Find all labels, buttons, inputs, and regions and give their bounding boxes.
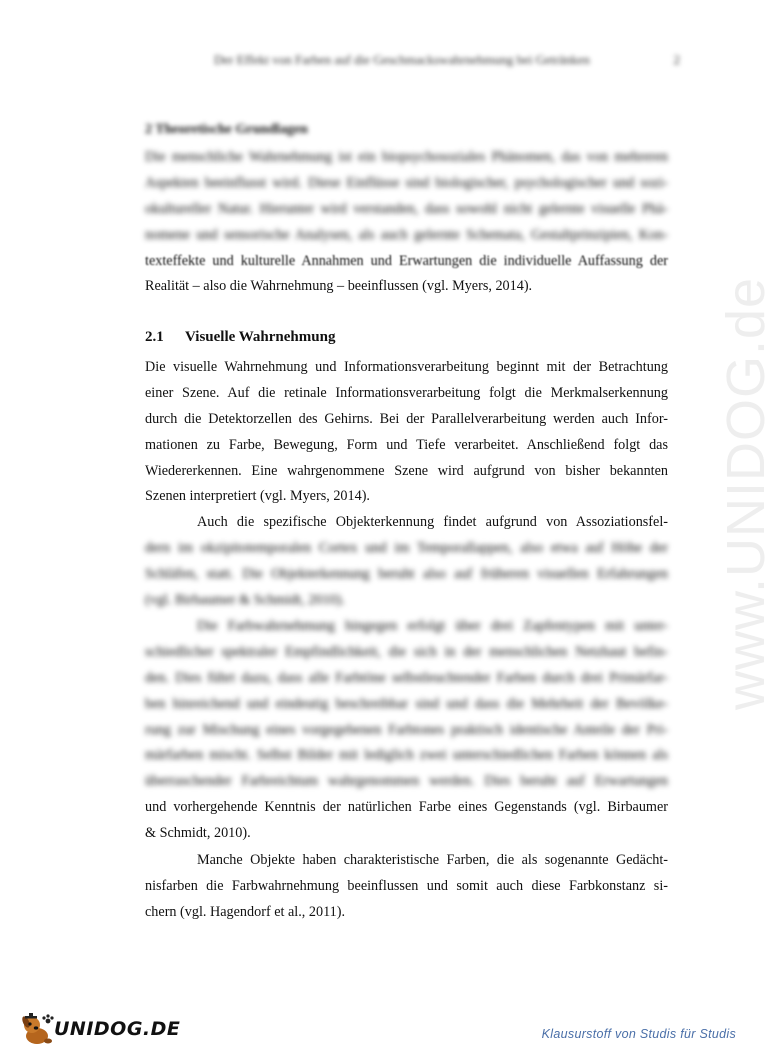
page-number: 2 <box>673 52 680 67</box>
paragraph-3 <box>145 614 668 847</box>
paragraph-4 <box>145 848 668 926</box>
intro-paragraph <box>145 145 668 300</box>
text-line: chern (vgl. Hagendorf et al., 2011). <box>145 903 345 920</box>
text-line: Manche Objekte haben charakteristische Farben, die als sogenannte Gedächt- <box>197 852 668 868</box>
text-line: ben hinreichend und eindeutig beschreibbar sind und dass die Mehrheit der Bevölke- <box>145 695 668 712</box>
text-line: nomene und sensorische Analysen, als auch gelernte Schemata, Gestaltprinzipien, Kon- <box>145 226 668 243</box>
text-line: Schläfen, statt. Die Objekterkennung beruht also auf früheren visuellen Erfahrungen <box>145 565 668 582</box>
text-line: schiedlicher spektraler Empfindlichkeit, die sich in der menschlichen Netzhaut befin- <box>145 643 668 660</box>
text-line: Die Farbwahrnehmung hingegen erfolgt über drei Zapfentypen mit unter- <box>197 618 668 634</box>
paragraph-1 <box>145 355 668 510</box>
text-line: durch die Detektorzellen des Gehirns. Bei der Parallelverarbeitung werden auch Infor- <box>145 410 668 427</box>
running-header <box>214 52 680 68</box>
paragraph-2 <box>145 510 668 614</box>
text-line: Realität – also die Wahrnehmung – beeinflussen (vgl. Myers, 2014). <box>145 278 533 295</box>
subsection-number: 2.1 <box>145 329 164 345</box>
footer-slogan: Klausurstoff von Studis für Studis <box>541 1027 736 1041</box>
text-line: einer Szene. Auf die retinale Informationsverarbeitung folgt die Merkmalserkennung <box>145 384 668 401</box>
text-line: & Schmidt, 2010). <box>145 825 251 842</box>
text-line: Auch die spezifische Objekterkennung findet aufgrund von Assoziationsfel- <box>197 514 668 530</box>
dog-mascot-icon <box>18 1012 56 1046</box>
text-line: texteffekte und kulturelle Annahmen und Erwartungen die individuelle Auffassung der <box>145 252 668 269</box>
text-line: Szenen interpretiert (vgl. Myers, 2014). <box>145 488 370 505</box>
text-line: Die visuelle Wahrnehmung und Informationsverarbeitung beginnt mit der Betrachtung <box>145 359 668 375</box>
unidog-logo[interactable] <box>18 1012 180 1046</box>
section-heading: 2 Theoretische Grundlagen <box>145 122 308 137</box>
text-line: dern im okzipitotemporalen Cortex und im Temporallappen, also etwa auf Höhe der <box>145 539 668 556</box>
text-line: märfarben mischt. Selbst Bilder mit lediglich zwei unterschiedlichen Farben können als <box>145 747 668 764</box>
text-line: (vgl. Birbaumer & Schmidt, 2010). <box>145 591 345 608</box>
subsection-title: Visuelle Wahrnehmung <box>185 329 336 345</box>
text-line: rung zur Mischung eines vorgegebenen Farbtones praktisch identische Anteile der Pri- <box>145 721 668 738</box>
blurred-text-region <box>145 145 668 249</box>
running-title: Der Effekt von Farben auf die Geschmackswahrnehmung bei Getränken <box>214 52 590 67</box>
subsection-heading <box>145 329 335 346</box>
watermark: www.UNIDOG.de <box>716 276 776 710</box>
text-line: Die menschliche Wahrnehmung ist ein biopsychosoziales Phänomen, das von mehreren <box>145 149 668 165</box>
text-line: Aspekten beeinflusst wird. Diese Einflüsse sind biologischer, psychologischer und sozi- <box>145 174 668 191</box>
logo-text: UNIDOG.DE <box>54 1018 181 1040</box>
text-line: und vorhergehende Kenntnis der natürlichen Farbe eines Gegenstands (vgl. Birbaumer <box>145 799 668 816</box>
text-line: den. Dies führt dazu, dass alle Farbtöne selbstleuchtender Farben durch drei Primärfar- <box>145 669 668 686</box>
blurred-text-region <box>145 614 668 795</box>
text-line: Wiedererkennen. Eine wahrgenommene Szene wird aufgrund von bisher bekannten <box>145 462 668 479</box>
text-line: überraschender Farbreichtum wahrgenommen werden. Dies beruht auf Erwartungen <box>145 773 668 790</box>
text-line: mationen zu Farbe, Bewegung, Form und Tiefe verarbeitet. Anschließend folgt das <box>145 436 668 453</box>
blurred-text-region <box>145 536 668 614</box>
text-line: nisfarben die Farbwahrnehmung beeinflussen und somit auch diese Farbkonstanz si- <box>145 877 668 894</box>
text-line: okultureller Natur. Hierunter wird verstanden, dass sowohl nicht gelernte visuelle Phä- <box>145 200 668 217</box>
